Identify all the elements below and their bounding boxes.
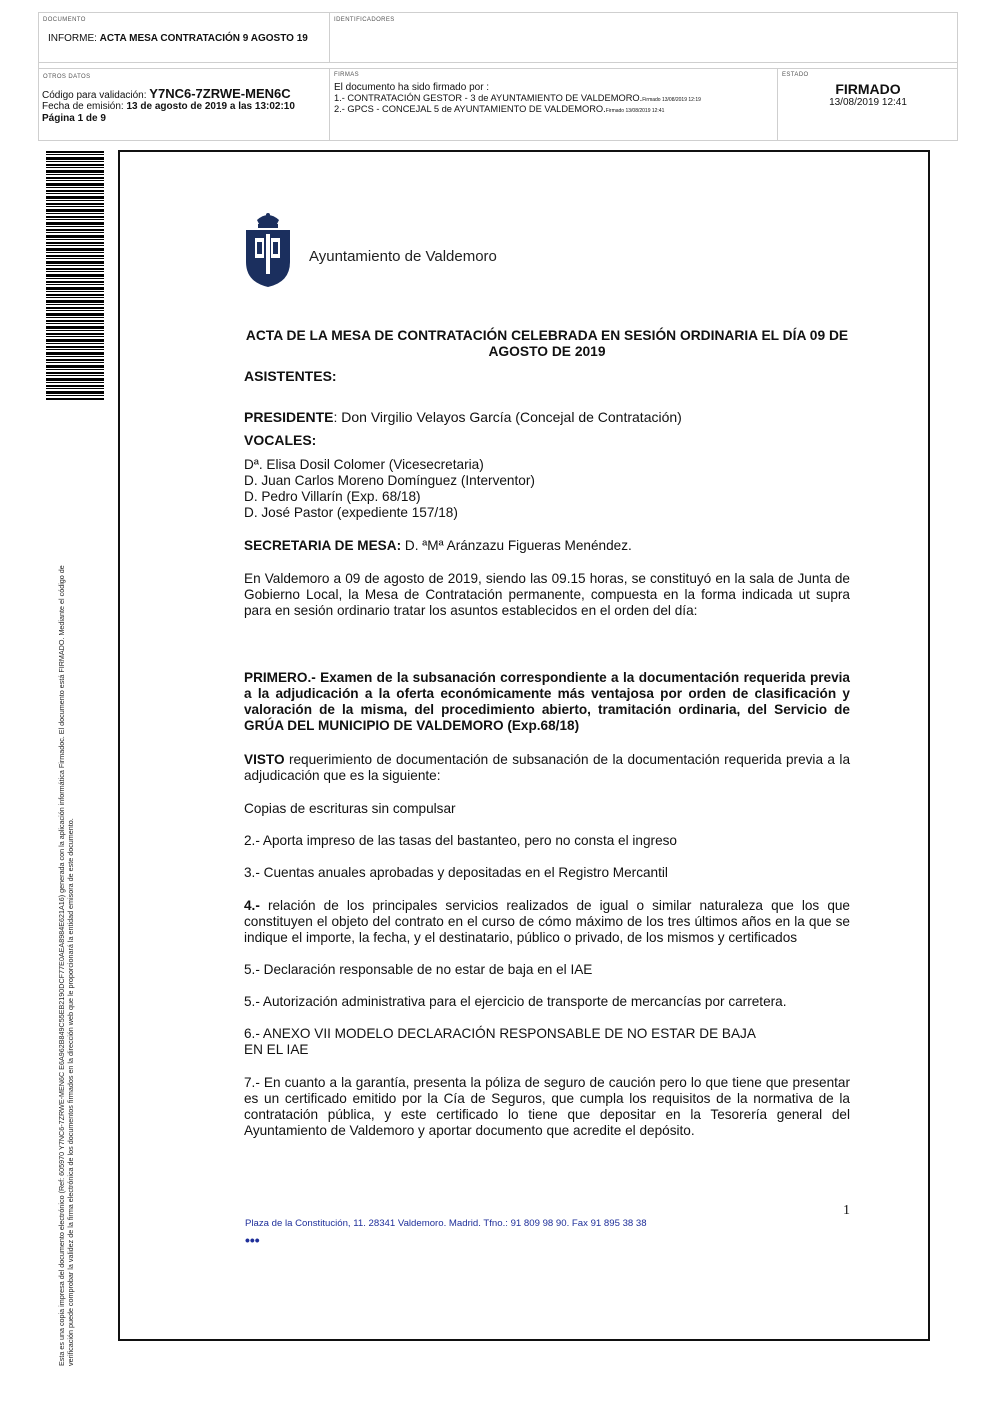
asistentes-heading: ASISTENTES: <box>244 368 337 384</box>
estado-label: ESTADO <box>782 72 809 78</box>
firma-2-date: Firmado 13/08/2019 12:41 <box>605 108 665 114</box>
documento-prefix: INFORME: <box>48 33 97 44</box>
intro-paragraph: En Valdemoro a 09 de agosto de 2019, siendo las 09.15 horas, se constituyó en la sala de Junta de Gobierno Local, la Mesa de Contratación permanente, compuesta en la forma indicada ut supra para en sesión ordinario tratar los asuntos establecidos en el orden del día: <box>244 571 850 618</box>
estado-value: FIRMADO <box>835 81 901 97</box>
visto-value: requerimiento de documentación de subsanación de la documentación requerida previa a la adjudicación que es la siguiente: <box>244 752 850 783</box>
footer-address: Plaza de la Constitución, 11. 28341 Valdemoro. Madrid. Tfno.: 91 809 98 90. Fax 91 895 38 38 <box>245 1218 647 1229</box>
presidente-label: PRESIDENTE <box>244 409 334 425</box>
identificadores-label: IDENTIFICADORES <box>334 17 395 23</box>
item-4 <box>244 898 850 946</box>
firmas-label: FIRMAS <box>334 72 360 78</box>
item-3: 3.- Cuentas anuales aprobadas y depositadas en el Registro Mercantil <box>244 865 668 880</box>
documento-label: DOCUMENTO <box>43 17 86 23</box>
documento-title: ACTA MESA CONTRATACIÓN 9 AGOSTO 19 <box>99 33 308 44</box>
presidente-value: : Don Virgilio Velayos García (Concejal de Contratación) <box>333 409 682 425</box>
fecha-emision <box>42 101 295 112</box>
vocales-heading: VOCALES: <box>244 432 317 448</box>
firmas-intro: El documento ha sido firmado por : <box>334 82 490 93</box>
footer-dots: ••• <box>245 1232 260 1248</box>
vocal-1: Dª. Elisa Dosil Colomer (Vicesecretaria) <box>244 457 484 472</box>
item-2: 2.- Aporta impreso de las tasas del bastanteo, pero no consta el ingreso <box>244 833 677 848</box>
item-5b: 5.- Autorización administrativa para el ejercicio de transporte de mercancías por carretera. <box>244 994 787 1009</box>
fecha-label: Fecha de emisión: <box>42 101 124 112</box>
divider <box>329 69 330 141</box>
item-4-text: relación de los principales servicios realizados de igual o similar naturaleza que los que constituyen el objeto del contrato en el curso de cómo máximo de los tres últimos años en la que se indique el importe, la fecha, y el destinatario, público o privado, de los mismos y certificados <box>244 898 850 945</box>
page-number: 1 <box>843 1203 850 1218</box>
barcode <box>46 151 104 401</box>
firma-1-text: 1.- CONTRATACIÓN GESTOR - 3 de AYUNTAMIENTO DE VALDEMORO. <box>334 93 643 103</box>
document-title: ACTA DE LA MESA DE CONTRATACIÓN CELEBRADA EN SESIÓN ORDINARIA EL DÍA 09 DE AGOSTO DE 2019 <box>245 328 849 359</box>
document-header <box>38 12 958 141</box>
secretaria-value: D. ªMª Aránzazu Figueras Menéndez. <box>401 538 632 553</box>
item-7: 7.- En cuanto a la garantía, presenta la póliza de seguro de caución pero lo que tiene que presentar es un certificado emitido por la Cía de Seguros, que cumpla los requisitos de la normativa de la contratación pública, y este certificado lo tiene que depositar en la Tesorería general del Ayuntamiento de Valdemoro y aportar documento que acredite el depósito. <box>244 1075 850 1138</box>
firma-2 <box>334 104 664 114</box>
estado-date: 13/08/2019 12:41 <box>829 97 907 108</box>
codigo-value: Y7NC6-7ZRWE-MEN6C <box>149 86 291 101</box>
estado-cell <box>778 69 958 141</box>
item-6: 6.- ANEXO VII MODELO DECLARACIÓN RESPONSABLE DE NO ESTAR DE BAJA EN EL IAE <box>244 1026 756 1057</box>
otros-datos-label: OTROS DATOS <box>43 74 91 80</box>
primero-paragraph: PRIMERO.- Examen de la subsanación correspondiente a la documentación requerida previa a la adjudicación a la oferta económicamente más ventajosa por orden de clasificación y valoración de la misma, del procedimiento abierto, tramitación ordinaria, del Servicio de GRÚA DEL MUNICIPIO DE VALDEMORO (Exp.68/18) <box>244 670 850 733</box>
item-4-number: 4.- <box>244 898 260 913</box>
side-verification-text <box>57 426 75 1366</box>
header-row-bottom <box>39 68 957 141</box>
firma-2-text: 2.- GPCS - CONCEJAL 5 de AYUNTAMIENTO DE VALDEMORO. <box>334 104 606 114</box>
item-5a: 5.- Declaración responsable de no estar de baja en el IAE <box>244 962 593 977</box>
side-text-line-2: verificación puede comprobar la validez de la firma electrónica de los documentos firmados en la dirección web que le proporcionará la entidad emisora de este documento. <box>66 818 75 1366</box>
secretaria-line <box>244 538 850 554</box>
vocal-2: D. Juan Carlos Moreno Domínguez (Interventor) <box>244 473 535 488</box>
codigo-label: Código para validación: <box>42 90 147 101</box>
firma-1 <box>334 93 701 103</box>
pagina-info: Página 1 de 9 <box>42 113 106 124</box>
org-name: Ayuntamiento de Valdemoro <box>309 248 497 265</box>
firma-1-date: Firmado 13/08/2019 12:19 <box>642 97 701 103</box>
visto-label: VISTO <box>244 752 285 767</box>
coat-of-arms-icon <box>243 212 293 288</box>
fecha-value: 13 de agosto de 2019 a las 13:02:10 <box>126 101 295 112</box>
vocal-3: D. Pedro Villarín (Exp. 68/18) <box>244 489 421 504</box>
codigo-validacion <box>42 86 291 101</box>
header-row-top <box>39 13 957 63</box>
item-copias: Copias de escrituras sin compulsar <box>244 801 456 816</box>
visto-paragraph <box>244 752 850 784</box>
divider <box>329 13 330 62</box>
side-text-line-1: Esta es una copia impresa del documento electrónico (Ref: 605970 Y7NC6-7ZRWE-MEN6C E6A962B849C55EB2190DCF77E0AEA8984E621A16) generada con la aplicación informática Firmadoc. El documento está FIRMADO. Mediante el código de <box>57 565 66 1366</box>
vocal-4: D. José Pastor (expediente 157/18) <box>244 505 458 520</box>
presidente-line <box>244 409 850 425</box>
documento-value <box>48 33 308 44</box>
secretaria-label: SECRETARIA DE MESA: <box>244 538 402 553</box>
